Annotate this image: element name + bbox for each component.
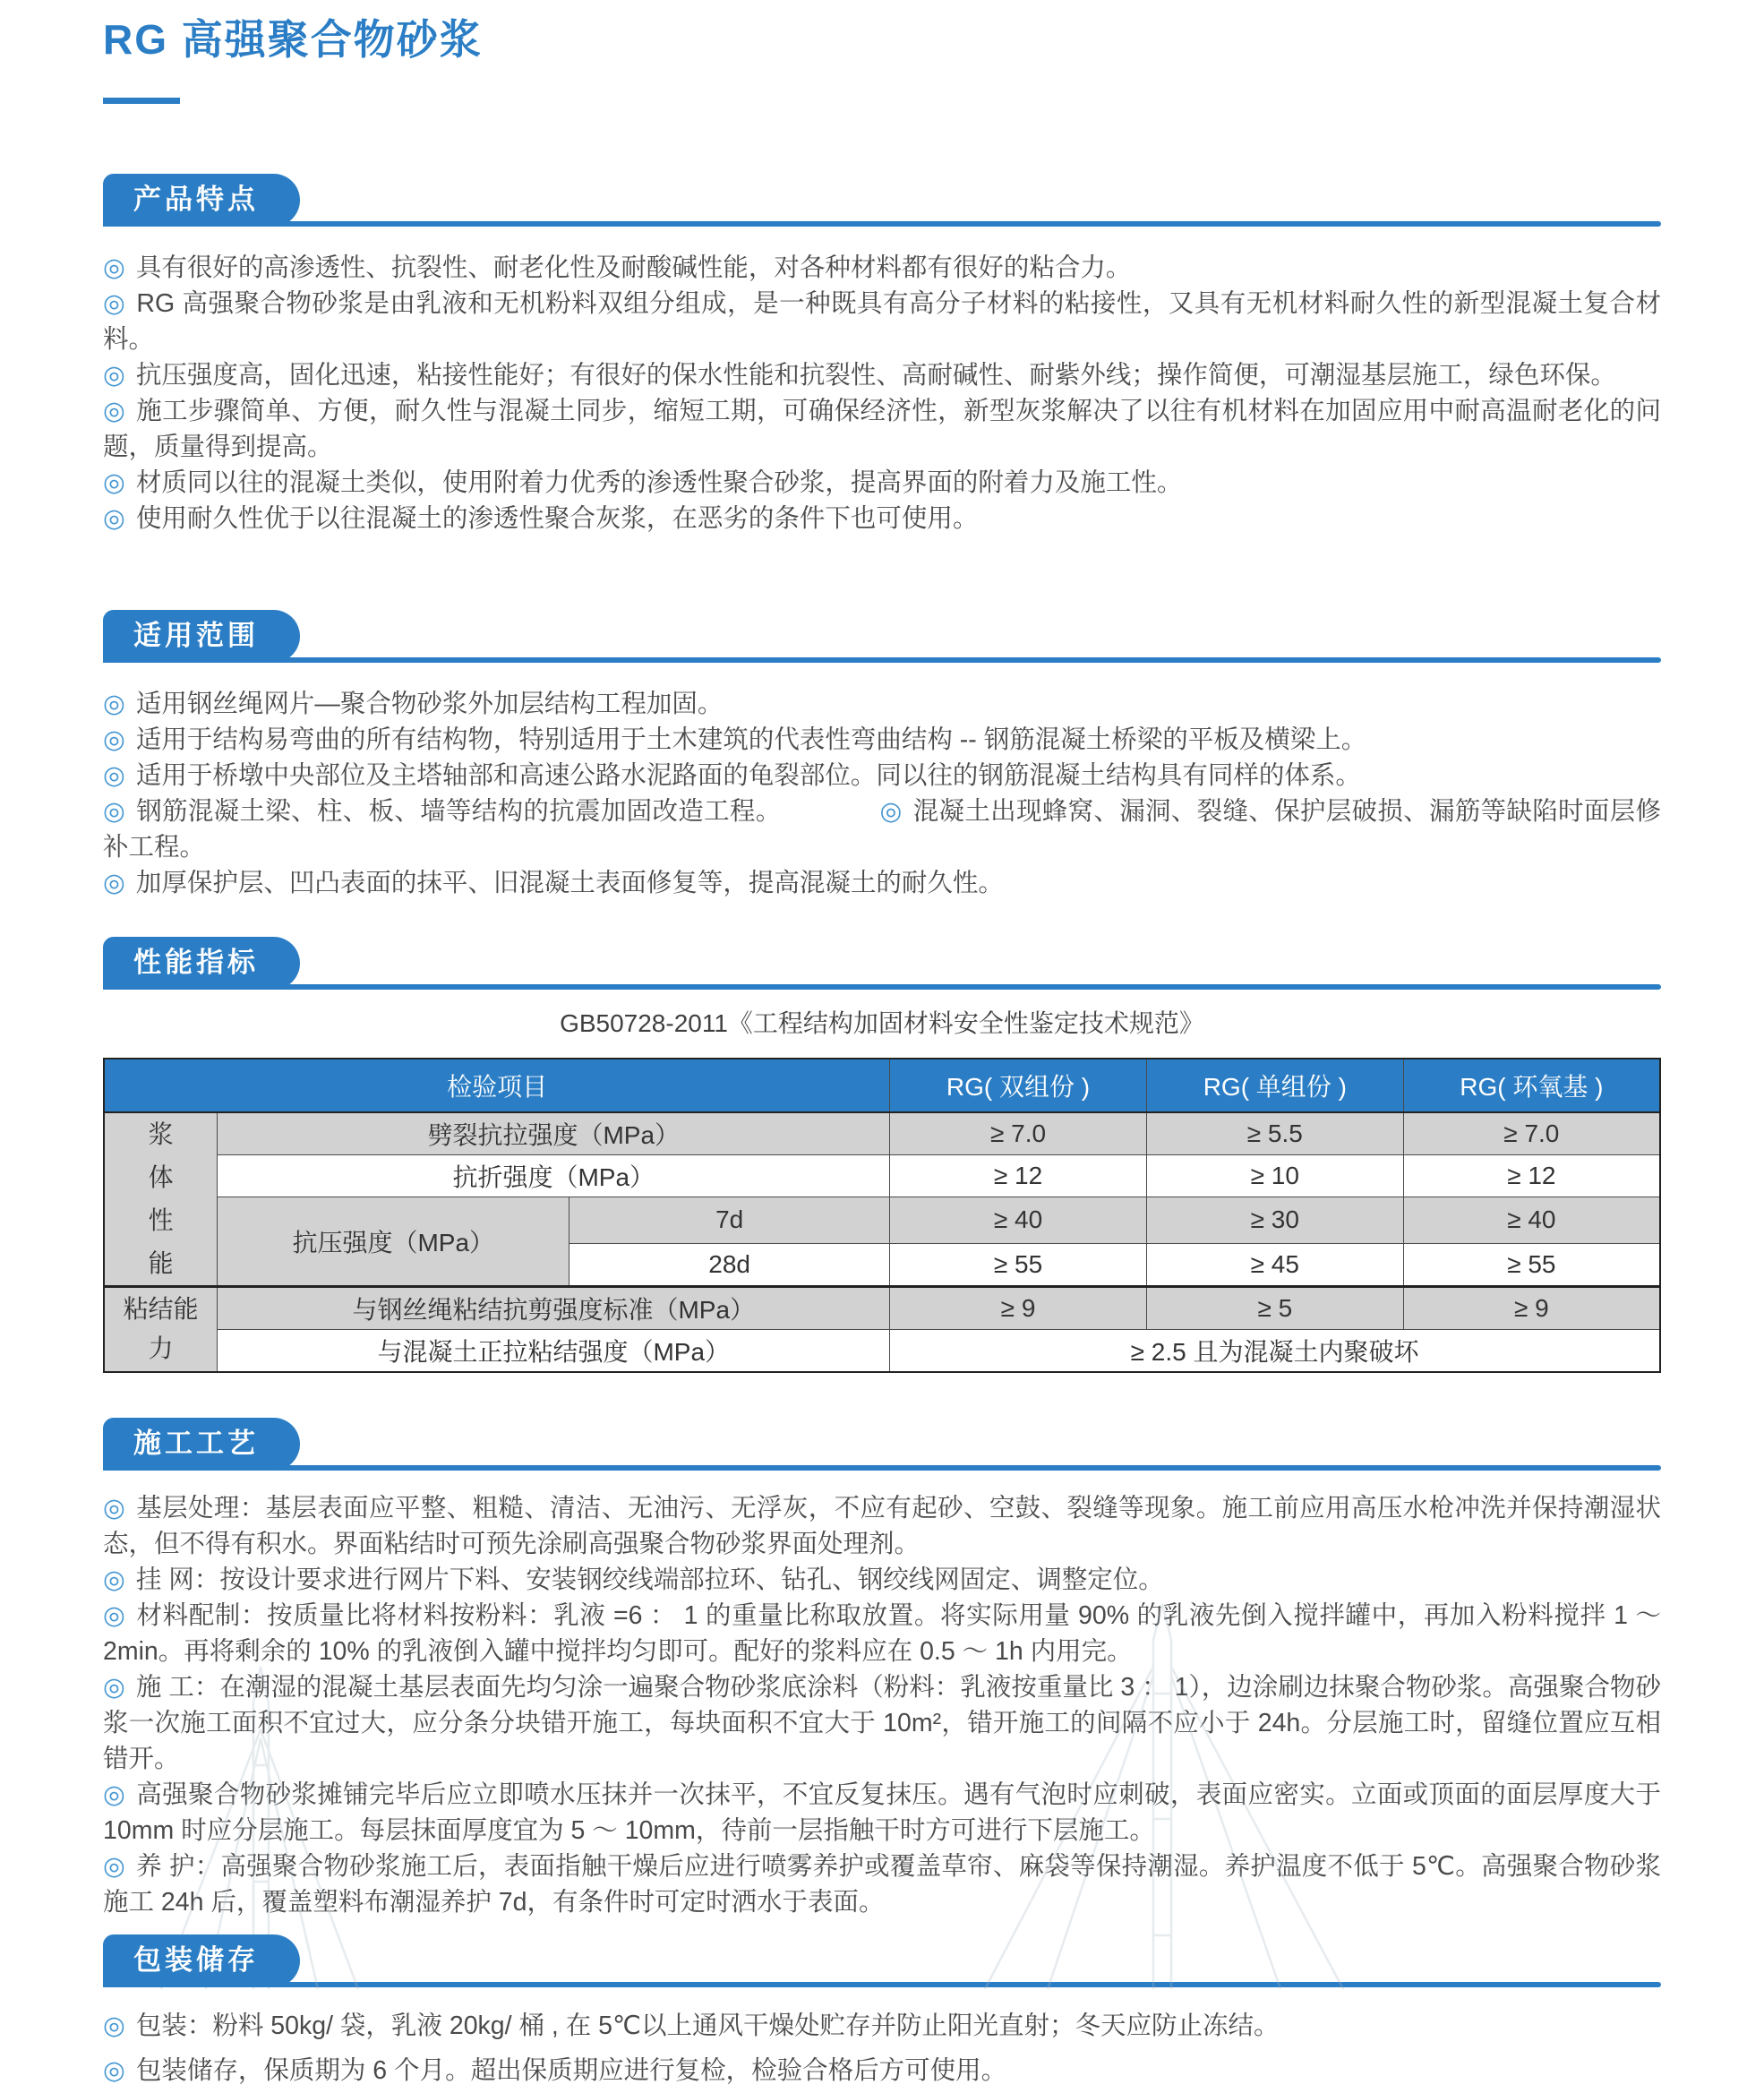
- perf-cell-value: ≥ 40: [1403, 1197, 1660, 1243]
- section-header-performance: [103, 937, 1661, 990]
- perf-cell-value: ≥ 10: [1146, 1154, 1403, 1197]
- section-header-construction: [103, 1418, 1661, 1471]
- page-title: RG 高强聚合物砂浆: [103, 16, 483, 63]
- perf-cell-value: ≥ 12: [1403, 1154, 1660, 1197]
- feature-bullet-text: 施工步骤简单、方便，耐久性与混凝土同步，缩短工期，可确保经济性，新型灰浆解决了以往有机材料在加固应用中耐高温耐老化的问题，质量得到提高。: [103, 396, 1661, 461]
- perf-col-header-rg-dual: RG( 双组份 ): [890, 1059, 1147, 1112]
- bullet-icon: ◎: [103, 360, 125, 390]
- feature-bullet-text: 使用耐久性优于以往混凝土的渗透性聚合灰浆，在恶劣的条件下也可使用。: [135, 503, 979, 533]
- section-header-scope: [103, 610, 1661, 663]
- section-header-packaging: [103, 1934, 1661, 1987]
- packaging-heading-rule: [103, 1982, 1661, 1987]
- bullet-icon: ◎: [103, 396, 126, 425]
- construction-bullet-text: 高强聚合物砂浆摊铺完毕后应立即喷水压抹并一次抹平，不宜反复抹压。遇有气泡时应刺破，表面应密实。立面或顶面的面层厚度大于 10mm 时应分层施工。每层抹面厚度宜为 5 ～ 10mm，待前一层指触干时方可进行下层施工。: [103, 1780, 1661, 1845]
- features-heading-rule: [103, 221, 1661, 227]
- feature-bullet: [103, 465, 1661, 501]
- feature-bullet-text: 抗压强度高，固化迅速，粘接性能好；有很好的保水性能和抗裂性、高耐碱性、耐紫外线；操作简便，可潮湿基层施工，绿色环保。: [135, 360, 1616, 390]
- perf-cell-value: ≥ 55: [1403, 1243, 1660, 1286]
- construction-bullet: [103, 1490, 1661, 1562]
- scope-bullet-text: 适用钢丝绳网片—聚合物砂浆外加层结构工程加固。: [135, 689, 724, 718]
- scope-bullet-text: 加厚保护层、凹凸表面的抹平、旧混凝土表面修复等，提高混凝土的耐久性。: [135, 868, 1004, 897]
- bullet-icon: ◎: [103, 2011, 125, 2040]
- construction-bullet: [103, 1562, 1661, 1598]
- construction-bullet-text: 基层处理：基层表面应平整、粗糙、清洁、无油污、无浮灰，不应有起砂、空鼓、裂缝等现象。施工前应用高压水枪冲洗并保持潮湿状态，但不得有积水。界面粘结时可预先涂刷高强聚合物砂浆界面处理剂。: [103, 1493, 1661, 1558]
- feature-bullet: [103, 357, 1661, 393]
- bullet-icon: ◎: [103, 253, 125, 282]
- perf-row-splitting-tensile: [104, 1112, 1660, 1155]
- construction-bullet-text: 挂 网：按设计要求进行网片下料、安装钢绞线端部拉环、钻孔、钢绞线网固定、调整定位。: [135, 1565, 1164, 1594]
- construction-bullet-text: 材料配制：按质量比将材料按粉料：乳液 =6 ： 1 的重量比称取放置。将实际用量 90% 的乳液先倒入搅拌罐中，再加入粉料搅拌 1 ～ 2min。再将剩余的 10% 的乳液倒入罐中搅拌均匀即可。配好的浆料应在 0.5 ～ 1h 内用完。: [103, 1600, 1661, 1666]
- perf-group-paste-performance: 浆体性能: [104, 1112, 218, 1287]
- perf-row-compressive-7d: [104, 1197, 1660, 1243]
- bullet-icon: ◎: [103, 868, 125, 897]
- perf-cell-value: ≥ 40: [890, 1197, 1147, 1243]
- perf-cell-item: 劈裂抗拉强度（MPa）: [218, 1112, 890, 1155]
- feature-bullet-text: 材质同以往的混凝土类似，使用附着力优秀的渗透性聚合砂浆，提高界面的附着力及施工性。: [135, 467, 1183, 497]
- bullet-icon: ◎: [103, 1493, 126, 1523]
- scope-bullet: [103, 865, 1661, 901]
- perf-cell-value: ≥ 45: [1146, 1243, 1403, 1286]
- scope-bullet-dual: [103, 793, 1661, 865]
- features-list: [103, 250, 1661, 536]
- bullet-icon: ◎: [103, 1565, 125, 1594]
- perf-cell-value-span: ≥ 2.5 且为混凝土内聚破坏: [890, 1329, 1660, 1372]
- perf-cell-item: 抗折强度（MPa）: [218, 1154, 890, 1197]
- bullet-icon: ◎: [103, 503, 125, 533]
- perf-cell-value: ≥ 55: [890, 1243, 1147, 1286]
- construction-list: [103, 1490, 1661, 1920]
- perf-cell-value: ≥ 5.5: [1146, 1112, 1403, 1155]
- perf-row-flexural: [104, 1154, 1660, 1197]
- section-header-features: [103, 174, 1661, 227]
- performance-heading-rule: [103, 984, 1661, 990]
- bullet-icon: ◎: [103, 689, 125, 718]
- construction-heading-badge: 施工工艺: [103, 1418, 300, 1471]
- perf-cell-age: 28d: [569, 1243, 890, 1286]
- construction-bullet: [103, 1777, 1661, 1849]
- title-underline: [103, 98, 180, 104]
- scope-bullet: [103, 722, 1661, 758]
- construction-bullet: [103, 1669, 1661, 1777]
- features-heading-badge: 产品特点: [103, 174, 300, 227]
- perf-cell-value: ≥ 30: [1146, 1197, 1403, 1243]
- perf-row-tensile-bond: [104, 1329, 1660, 1372]
- feature-bullet: [103, 393, 1661, 465]
- packaging-bullet: [103, 2048, 1661, 2093]
- construction-bullet: [103, 1598, 1661, 1669]
- feature-bullet-text: 具有很好的高渗透性、抗裂性、耐老化性及耐酸碱性能，对各种材料都有很好的粘合力。: [135, 253, 1132, 282]
- performance-standard-caption: GB50728-2011《工程结构加固材料安全性鉴定技术规范》: [560, 1008, 1204, 1037]
- performance-heading-badge: 性能指标: [103, 937, 300, 990]
- packaging-heading-badge: 包装储存: [103, 1934, 300, 1987]
- bullet-icon: ◎: [103, 1600, 126, 1630]
- perf-row-shear-bond: [104, 1286, 1660, 1329]
- scope-bullet-text: 钢筋混凝土梁、柱、板、墙等结构的抗震加固改造工程。: [136, 796, 782, 826]
- perf-cell-item: 与混凝土正拉粘结强度（MPa）: [218, 1329, 890, 1372]
- construction-bullet-text: 施 工：在潮湿的混凝土基层表面先均匀涂一遍聚合物砂浆底涂料（粉料：乳液按重量比 3 ： 1），边涂刷边抹聚合物砂浆。高强聚合物砂浆一次施工面积不宜过大，应分条分块错开施工，每块面积不宜大于 10m²，错开施工的间隔不应小于 24h。分层施工时，留缝位置应互相错开。: [103, 1672, 1661, 1773]
- packaging-bullet-text: 包装储存，保质期为 6 个月。超出保质期应进行复检，检验合格后方可使用。: [135, 2055, 1007, 2085]
- feature-bullet: [103, 501, 1661, 536]
- scope-heading-rule: [103, 657, 1661, 663]
- perf-header-row: [104, 1059, 1660, 1112]
- packaging-list: [103, 2003, 1661, 2093]
- bullet-icon: ◎: [103, 1672, 125, 1702]
- scope-list: [103, 686, 1661, 901]
- scope-bullet-text: 混凝土出现蜂窝、漏洞、裂缝、保护层破损、漏筋等缺陷时面层修补工程。: [103, 796, 1661, 862]
- bullet-icon: ◎: [103, 1780, 126, 1809]
- bullet-icon: ◎: [103, 467, 125, 497]
- perf-cell-item: 与钢丝绳粘结抗剪强度标准（MPa）: [218, 1286, 890, 1329]
- bullet-icon: ◎: [103, 760, 125, 790]
- scope-bullet-text: 适用于结构易弯曲的所有结构物，特别适用于土木建筑的代表性弯曲结构 -- 钢筋混凝土桥梁的平板及横梁上。: [135, 725, 1367, 754]
- perf-cell-value: ≥ 9: [890, 1286, 1147, 1329]
- perf-cell-value: ≥ 9: [1403, 1286, 1660, 1329]
- perf-cell-value: ≥ 7.0: [1403, 1112, 1660, 1155]
- perf-cell-value: ≥ 5: [1146, 1286, 1403, 1329]
- bullet-icon: ◎: [103, 796, 126, 826]
- construction-bullet-text: 养 护：高强聚合物砂浆施工后，表面指触干燥后应进行喷雾养护或覆盖草帘、麻袋等保持潮湿。养护温度不低于 5℃。高强聚合物砂浆施工 24h 后，覆盖塑料布潮湿养护 7d，有条件时可定时洒水于表面。: [103, 1851, 1662, 1917]
- bullet-icon: ◎: [103, 2055, 125, 2085]
- bullet-icon: ◎: [103, 1851, 126, 1881]
- scope-bullet: [103, 686, 1661, 722]
- bullet-icon: ◎: [103, 725, 125, 754]
- packaging-bullet-text: 包装：粉料 50kg/ 袋，乳液 20kg/ 桶 , 在 5℃以上通风干燥处贮存并防止阳光直射；冬天应防止冻结。: [135, 2011, 1280, 2040]
- scope-bullet: [103, 758, 1661, 793]
- packaging-bullet: [103, 2003, 1661, 2048]
- feature-bullet-text: RG 高强聚合物砂浆是由乳液和无机粉料双组分组成，是一种既具有高分子材料的粘接性，又具有无机材料耐久性的新型混凝土复合材料。: [103, 288, 1661, 354]
- perf-col-header-item: 检验项目: [104, 1059, 890, 1112]
- perf-group-bond-capacity: 粘结能力: [104, 1286, 218, 1372]
- perf-cell-age: 7d: [569, 1197, 890, 1243]
- construction-bullet: [103, 1849, 1661, 1920]
- bullet-icon: ◎: [103, 288, 126, 318]
- perf-col-header-rg-single: RG( 单组份 ): [1146, 1059, 1403, 1112]
- perf-col-header-rg-epoxy: RG( 环氧基 ): [1403, 1059, 1660, 1112]
- construction-heading-rule: [103, 1465, 1661, 1471]
- perf-cell-value: ≥ 12: [890, 1154, 1147, 1197]
- scope-heading-badge: 适用范围: [103, 610, 300, 663]
- perf-cell-compressive-item: 抗压强度（MPa）: [218, 1197, 569, 1286]
- scope-bullet-text: 适用于桥墩中央部位及主塔轴部和高速公路水泥路面的龟裂部位。同以往的钢筋混凝土结构具有同样的体系。: [135, 760, 1361, 790]
- feature-bullet: [103, 286, 1661, 357]
- performance-table: [103, 1058, 1661, 1373]
- perf-cell-value: ≥ 7.0: [890, 1112, 1147, 1155]
- bullet-icon: ◎: [879, 796, 903, 826]
- feature-bullet: [103, 250, 1661, 286]
